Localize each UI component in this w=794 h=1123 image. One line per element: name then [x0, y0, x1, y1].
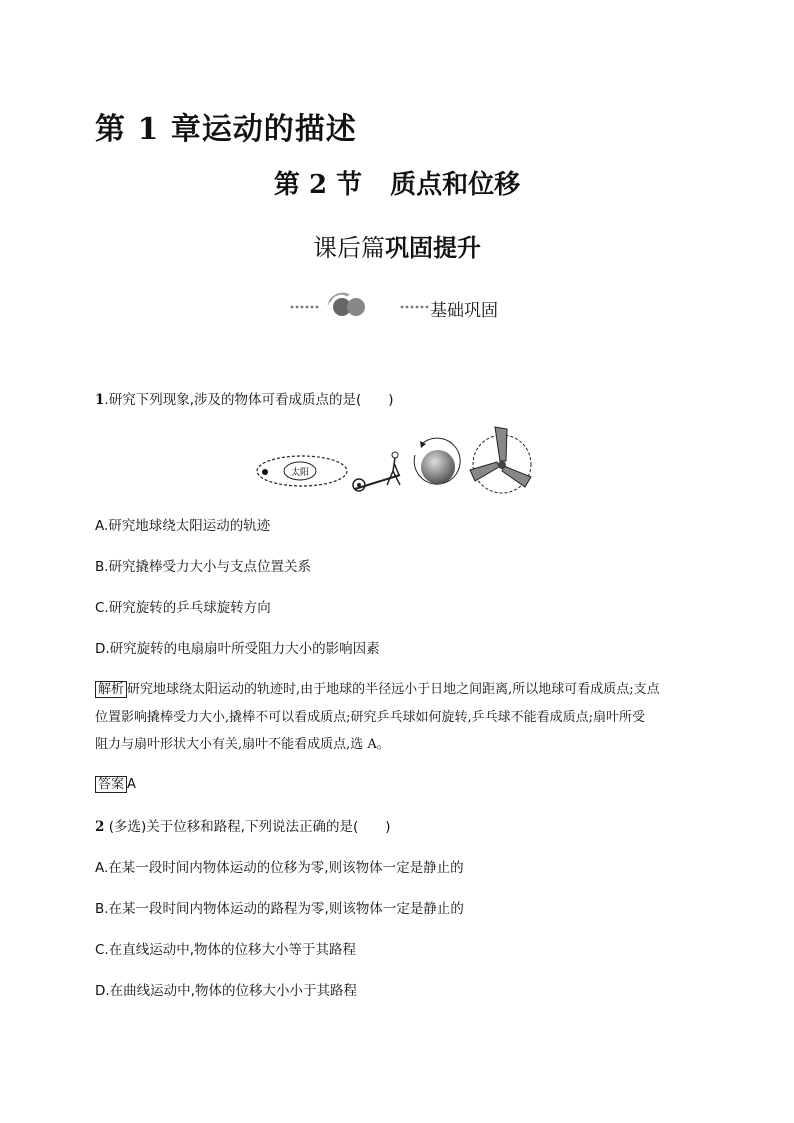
question-1-analysis — [95, 676, 707, 759]
answer-value: A — [127, 777, 136, 792]
subtitle-bold: 巩固提升 — [385, 233, 481, 262]
question-2-stem — [95, 815, 391, 835]
sun-label: 太阳 — [290, 468, 310, 478]
answer-tag: 答案 — [95, 776, 127, 793]
question-2-option-c: C.在直线运动中,物体的位移大小等于其路程 — [95, 942, 357, 958]
question-2-option-d: D.在曲线运动中,物体的位移大小小于其路程 — [95, 983, 357, 999]
question-2-option-b: B.在某一段时间内物体运动的路程为零,则该物体一定是静止的 — [95, 901, 464, 917]
basics-label: 基础巩固 — [430, 301, 498, 321]
question-1-option-b: B.研究撬棒受力大小与支点位置关系 — [95, 559, 312, 575]
subtitle — [0, 228, 794, 263]
analysis-tag: 解析 — [95, 681, 127, 698]
question-1-illustration — [255, 425, 540, 495]
analysis-line-1 — [95, 676, 707, 704]
subtitle-normal: 课后篇 — [313, 234, 385, 262]
question-1-answer — [95, 773, 136, 792]
question-2-option-a: A.在某一段时间内物体运动的位移为零,则该物体一定是静止的 — [95, 860, 464, 876]
question-1-option-c: C.研究旋转的乒乓球旋转方向 — [95, 600, 271, 616]
section-title: 质点和位移 — [390, 170, 521, 200]
analysis-line-2: 位置影响撬棒受力大小,撬棒不可以看成质点;研究乒乓球如何旋转,乒乓球不能看成质点;扇叶所受 — [95, 709, 646, 725]
question-1-stem — [95, 388, 394, 408]
analysis-text-1: 研究地球绕太阳运动的轨迹时,由于地球的半径远小于日地之间距离,所以地球可看成质点;支点 — [127, 682, 660, 697]
ping-pong-ball-icon — [414, 438, 460, 484]
section-number: 第 2 节 — [273, 170, 363, 200]
section-heading — [0, 164, 794, 201]
question-1-text: .研究下列现象,涉及的物体可看成质点的是( ) — [104, 392, 394, 408]
question-2-text: (多选)关于位移和路程,下列说法正确的是( ) — [104, 819, 391, 835]
question-1-figure — [255, 425, 540, 495]
electric-fan-icon — [470, 427, 531, 493]
question-1-option-a: A.研究地球绕太阳运动的轨迹 — [95, 518, 271, 534]
question-2-number: 2 — [95, 819, 105, 835]
question-1-option-d: D.研究旋转的电扇扇叶所受阻力大小的影响因素 — [95, 641, 380, 657]
earth-dot-icon — [262, 469, 268, 475]
lever-person-icon — [353, 452, 400, 491]
chapter-title: 第 1 章运动的描述 — [95, 112, 357, 147]
analysis-line-3: 阻力与扇叶形状大小有关,扇叶不能看成质点,选 A。 — [95, 737, 390, 752]
question-1-number: 1 — [95, 392, 105, 408]
